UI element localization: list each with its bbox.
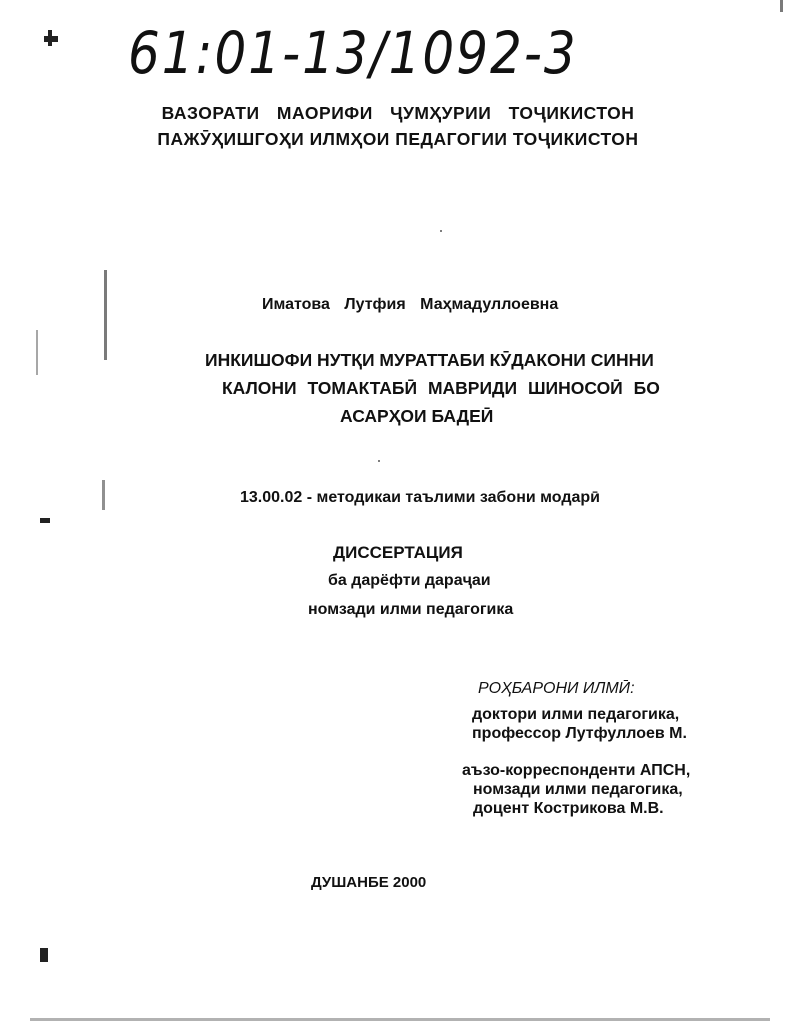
scan-mark <box>104 270 107 360</box>
supervisor-line: доктори илми педагогика, <box>472 706 680 723</box>
specialty-code: 13.00.02 - методикаи таълими забони модарӣ <box>240 489 600 506</box>
scan-mark <box>40 518 50 523</box>
scan-mark <box>48 30 52 46</box>
supervisor-line: аъзо-корреспонденти АПСН, <box>462 762 691 779</box>
supervisor-line: профессор Лутфуллоев М. <box>472 725 687 742</box>
scan-mark <box>40 948 48 962</box>
institute-name: ПАЖӮҲИШГОҲИ ИЛМҲОИ ПЕДАГОГИИ ТОҶИКИСТОН <box>157 129 639 149</box>
thesis-title-line-2: КАЛОНИ ТОМАКТАБӢ МАВРИДИ ШИНОСОӢ БО <box>222 378 660 398</box>
scan-speck <box>378 460 380 462</box>
dissertation-heading: ДИССЕРТАЦИЯ <box>333 543 463 562</box>
thesis-title-line-3: АСАРҲОИ БАДЕӢ <box>340 406 494 426</box>
scan-speck <box>440 230 442 232</box>
supervisors-heading: РОҲБАРОНИ ИЛМӢ: <box>478 680 635 697</box>
degree-line-2: номзади илми педагогика <box>308 601 514 618</box>
scan-mark <box>780 0 783 12</box>
handwritten-archive-code: 61:01-13/1092-3 <box>128 20 578 87</box>
degree-line-1: ба дарёфти дараҷаи <box>328 572 491 589</box>
supervisor-line: доцент Кострикова М.В. <box>473 800 664 817</box>
scan-edge <box>30 1018 770 1021</box>
city-year: ДУШАНБЕ 2000 <box>311 874 427 891</box>
ministry-name: ВАЗОРАТИ МАОРИФИ ҶУМҲУРИИ ТОҶИКИСТОН <box>161 103 635 123</box>
thesis-title-line-1: ИНКИШОФИ НУТҚИ МУРАТТАБИ КӮДАКОНИ СИННИ <box>205 350 654 370</box>
author-name: Иматова Лутфия Маҳмадуллоевна <box>262 296 559 313</box>
supervisor-line: номзади илми педагогика, <box>473 781 683 798</box>
scan-mark <box>102 480 105 510</box>
scan-mark <box>36 330 38 375</box>
